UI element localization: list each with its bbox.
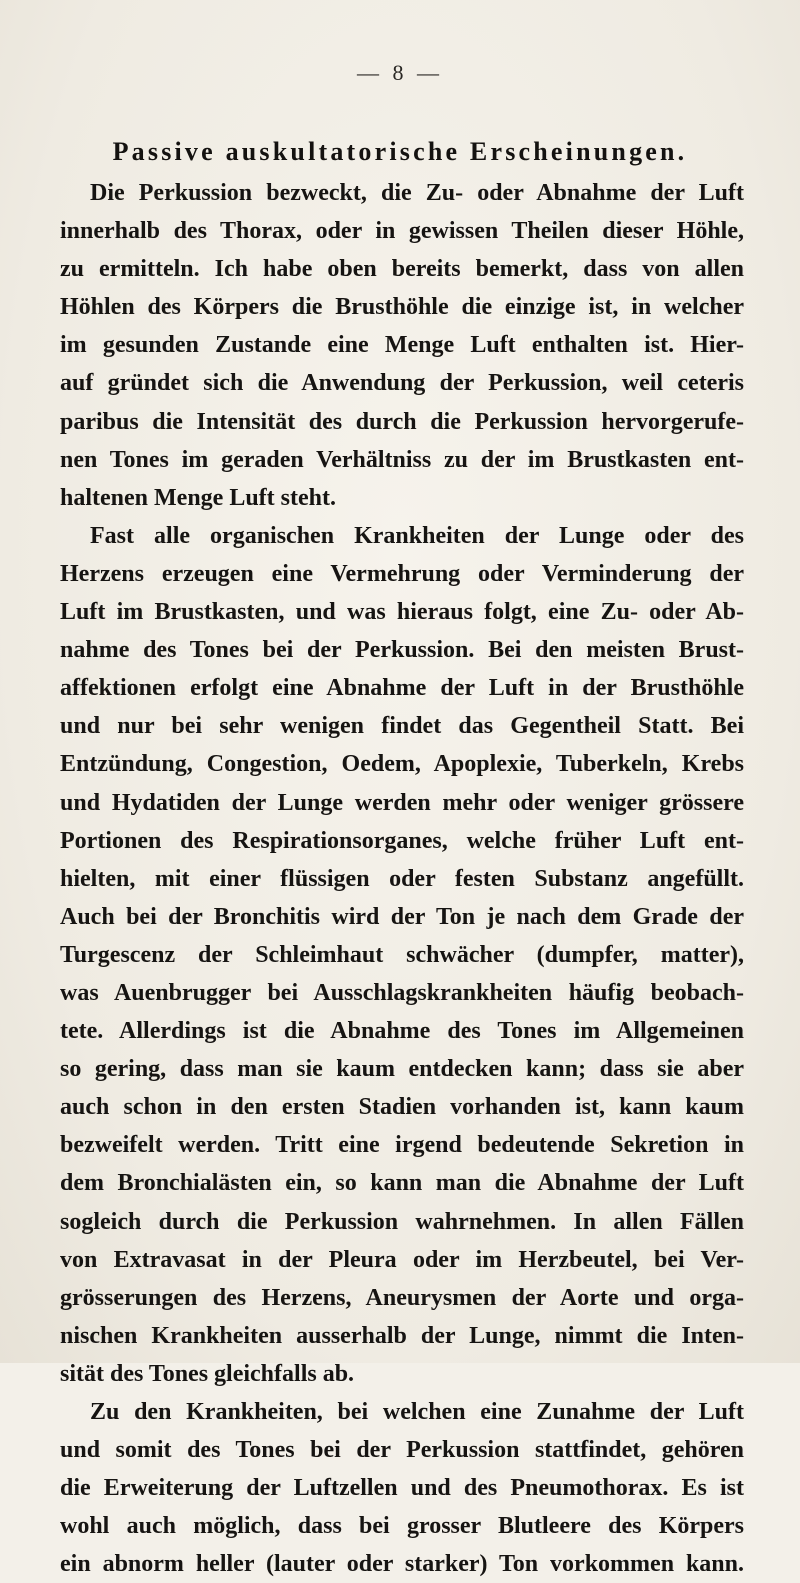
text-line: affektionen erfolgt eine Abnahme der Luft in der Brusthöhle	[60, 675, 744, 702]
body-text	[60, 174, 744, 1583]
section-heading: Passive auskultatorische Erscheinungen.	[112, 137, 688, 166]
text-line: Höhlen des Körpers die Brusthöhle die einzige ist, in welcher	[60, 294, 744, 321]
text-line: Fast alle organischen Krankheiten der Lunge oder des	[90, 522, 744, 549]
text-line: grösserungen des Herzens, Aneurysmen der Aorte und orga-	[60, 1284, 744, 1311]
text-line: nen Tones im geraden Verhältniss zu der im Brustkasten ent-	[60, 446, 744, 473]
text-line: was Auenbrugger bei Ausschlagskrankheiten häufig beobach-	[60, 979, 744, 1006]
text-line: innerhalb des Thorax, oder in gewissen Theilen dieser Höhle,	[60, 218, 744, 245]
text-line: von Extravasat in der Pleura oder im Herzbeutel, bei Ver-	[60, 1246, 744, 1273]
text-line: und Hydatiden der Lunge werden mehr oder weniger grössere	[60, 789, 744, 816]
text-line: so gering, dass man sie kaum entdecken kann; dass sie aber	[60, 1056, 744, 1083]
text-line: im gesunden Zustande eine Menge Luft enthalten ist. Hier-	[60, 332, 744, 359]
text-line: ein abnorm heller (lauter oder starker) Ton vorkommen kann.	[60, 1551, 744, 1578]
page-number: — 8 —	[357, 60, 443, 85]
text-line: wohl auch möglich, dass bei grosser Blutleere des Körpers	[60, 1513, 744, 1540]
text-line: nahme des Tones bei der Perkussion. Bei den meisten Brust-	[60, 637, 744, 664]
text-line: zu ermitteln. Ich habe oben bereits bemerkt, dass von allen	[60, 256, 744, 283]
text-line: die Erweiterung der Luftzellen und des Pneumothorax. Es ist	[60, 1475, 744, 1502]
text-line: haltenen Menge Luft steht.	[60, 484, 336, 511]
text-line: Turgescenz der Schleimhaut schwächer (dumpfer, matter),	[60, 941, 744, 968]
text-line: paribus die Intensität des durch die Perkussion hervorgerufe-	[60, 408, 744, 435]
text-line: sität des Tones gleichfalls ab.	[60, 1360, 355, 1387]
text-line: und nur bei sehr wenigen findet das Gegentheil Statt. Bei	[60, 713, 744, 740]
text-line: Zu den Krankheiten, bei welchen eine Zunahme der Luft	[90, 1399, 744, 1425]
text-line: Entzündung, Congestion, Oedem, Apoplexie, Tuberkeln, Krebs	[60, 751, 744, 778]
text-line: Die Perkussion bezweckt, die Zu- oder Abnahme der Luft	[90, 180, 744, 206]
text-line: Herzens erzeugen eine Vermehrung oder Verminderung der	[60, 560, 744, 587]
text-line: bezweifelt werden. Tritt eine irgend bedeutende Sekretion in	[60, 1132, 744, 1159]
text-line: Luft im Brustkasten, und was hieraus folgt, eine Zu- oder Ab-	[60, 599, 744, 626]
text-line: sogleich durch die Perkussion wahrnehmen. In allen Fällen	[60, 1208, 744, 1235]
text-line: und somit des Tones bei der Perkussion stattfindet, gehören	[60, 1437, 744, 1464]
text-line: dem Bronchialästen ein, so kann man die Abnahme der Luft	[60, 1170, 744, 1197]
text-line: Auch bei der Bronchitis wird der Ton je nach dem Grade der	[60, 903, 744, 930]
text-line: Portionen des Respirationsorganes, welche früher Luft ent-	[60, 827, 744, 854]
text-line: tete. Allerdings ist die Abnahme des Tones im Allgemeinen	[60, 1018, 744, 1045]
text-line: nischen Krankheiten ausserhalb der Lunge, nimmt die Inten-	[60, 1322, 744, 1349]
text-line: hielten, mit einer flüssigen oder festen Substanz angefüllt.	[60, 865, 744, 892]
text-line: auch schon in den ersten Stadien vorhanden ist, kann kaum	[60, 1094, 744, 1121]
text-line: auf gründet sich die Anwendung der Perkussion, weil ceteris	[60, 370, 744, 397]
